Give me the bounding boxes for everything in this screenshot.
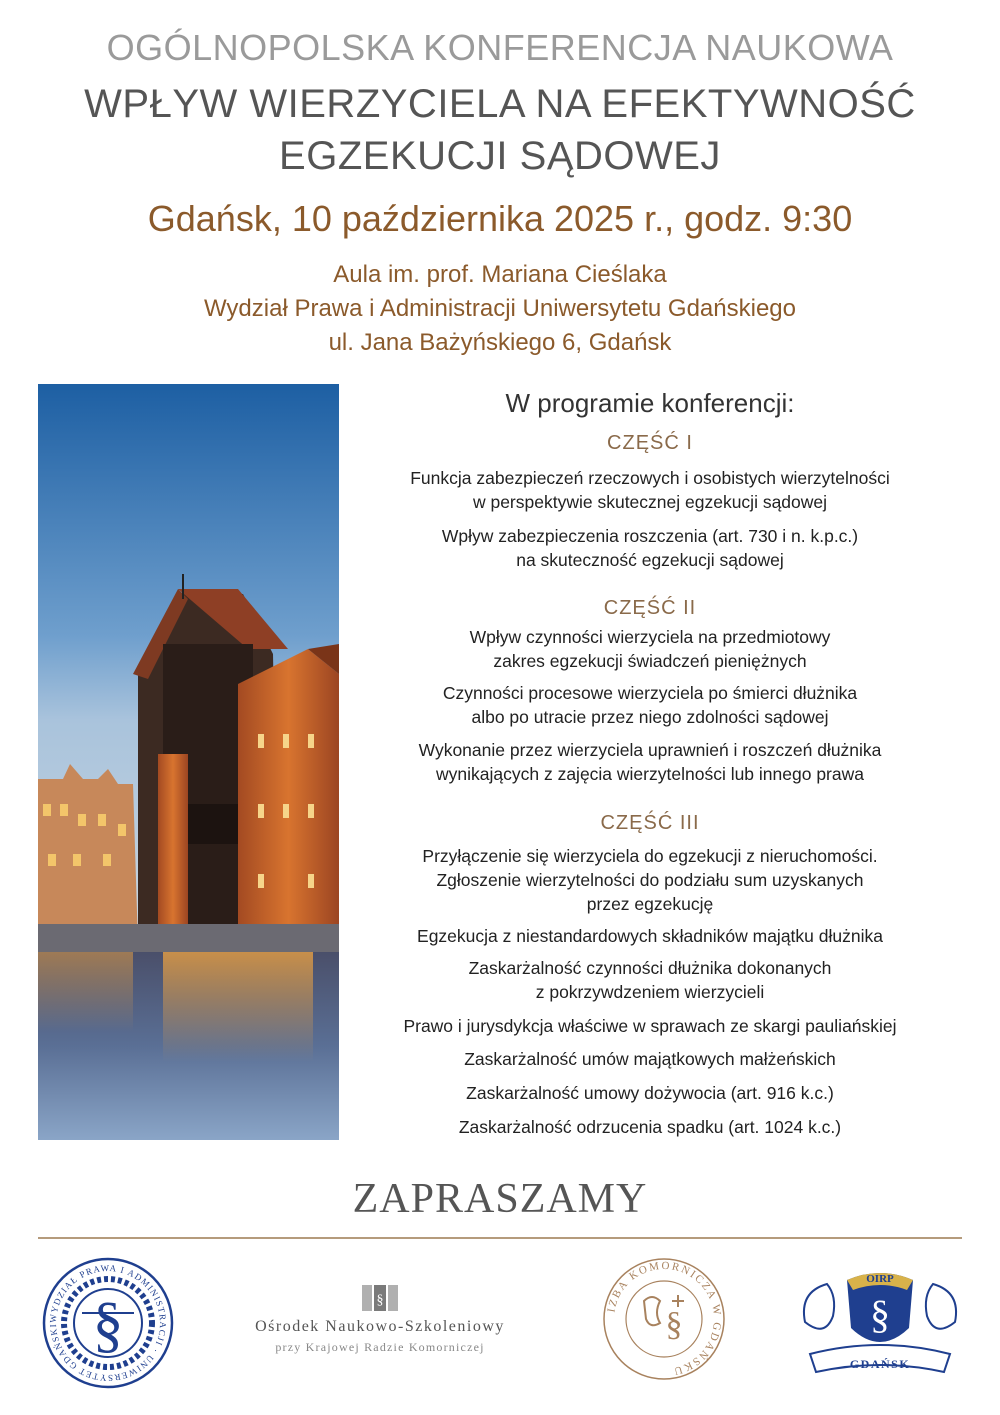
program-title: W programie konferencji: xyxy=(505,388,795,418)
program-item: Funkcja zabezpieczeń rzeczowych i osobistych wierzytelności w perspektywie skutecznej egzekucji sądowej xyxy=(410,468,890,512)
svg-text:§: § xyxy=(870,1292,890,1337)
part-1-heading: CZĘŚĆ I xyxy=(607,432,693,454)
svg-text:§: § xyxy=(376,1293,384,1308)
osrodek-name: Ośrodek Naukowo-Szkoleniowy xyxy=(255,1318,505,1335)
wpia-ug-logo xyxy=(38,1253,178,1393)
program-item: Wykonanie przez wierzyciela uprawnień i roszczeń dłużnika wynikających z zajęcia wierzytelności lub innego prawa xyxy=(418,740,882,784)
svg-text:OIRP: OIRP xyxy=(866,1273,894,1285)
part-3-heading: CZĘŚĆ III xyxy=(600,812,700,834)
part-2-heading: CZĘŚĆ II xyxy=(603,597,697,619)
conference-date: Gdańsk, 10 października 2025 r., godz. 9:30 xyxy=(147,198,853,239)
divider xyxy=(38,1237,962,1239)
program-item: Zaskarżalność czynności dłużnika dokonanych z pokrzywdzeniem wierzycieli xyxy=(468,958,832,1002)
conference-title xyxy=(0,78,1000,182)
svg-text:§: § xyxy=(665,1306,683,1343)
izba-komornicza-logo xyxy=(598,1253,730,1385)
invitation-heading: ZAPRASZAMY xyxy=(352,1176,648,1222)
osrodek-subtitle: przy Krajowej Radzie Komorniczej xyxy=(275,1340,485,1354)
svg-text:§: § xyxy=(92,1291,124,1359)
oirp-gdansk-logo xyxy=(795,1262,965,1387)
program-item: Wpływ zabezpieczenia roszczenia (art. 730 i n. k.p.c.) na skuteczność egzekucji sądowej xyxy=(441,526,859,570)
venue-line: Wydział Prawa i Administracji Uniwersytetu Gdańskiego xyxy=(203,295,796,322)
title-line-1: WPŁYW WIERZYCIELA NA EFEKTYWNOŚĆ xyxy=(84,82,916,126)
title-line-2: EGZEKUCJI SĄDOWEJ xyxy=(279,134,721,178)
program-item: Czynności procesowe wierzyciela po śmierci dłużnika albo po utracie przez niego zdolności sądowej xyxy=(442,683,858,727)
conference-type: OGÓLNOPOLSKA KONFERENCJA NAUKOWA xyxy=(106,27,894,68)
program-item: Przyłączenie się wierzyciela do egzekucji z nieruchomości. Zgłoszenie wierzytelności do podziału sum uzyskanych przez egzekucję xyxy=(422,846,878,914)
program-item: Wpływ czynności wierzyciela na przedmiotowy zakres egzekucji świadczeń pieniężnych xyxy=(469,627,831,671)
program-item: Zaskarżalność odrzucenia spadku (art. 1024 k.c.) xyxy=(458,1117,842,1137)
svg-text:WYDZIAŁ PRAWA I ADMINISTRACJI: WYDZIAŁ PRAWA I ADMINISTRACJI · UNIWERSYTET GDAŃSKI xyxy=(47,1262,169,1384)
program-item: Egzekucja z niestandardowych składników majątku dłużnika xyxy=(417,926,883,946)
program-item: Zaskarżalność umowy dożywocia (art. 916 k.c.) xyxy=(466,1083,834,1103)
venue xyxy=(0,258,1000,360)
program-item: Prawo i jurysdykcja właściwe w sprawach ze skargi pauliańskiej xyxy=(403,1016,897,1036)
program-item: Zaskarżalność umów majątkowych małżeńskich xyxy=(464,1049,836,1069)
venue-line: Aula im. prof. Mariana Cieślaka xyxy=(333,261,667,288)
osrodek-emblem xyxy=(360,1283,400,1313)
venue-line: ul. Jana Bażyńskiego 6, Gdańsk xyxy=(328,329,672,356)
svg-text:GDAŃSK: GDAŃSK xyxy=(849,1357,911,1371)
svg-text:IZBA KOMORNICZA W GDAŃSKU: IZBA KOMORNICZA W GDAŃSKU xyxy=(605,1259,724,1378)
gdansk-crane-photo xyxy=(38,384,339,1140)
